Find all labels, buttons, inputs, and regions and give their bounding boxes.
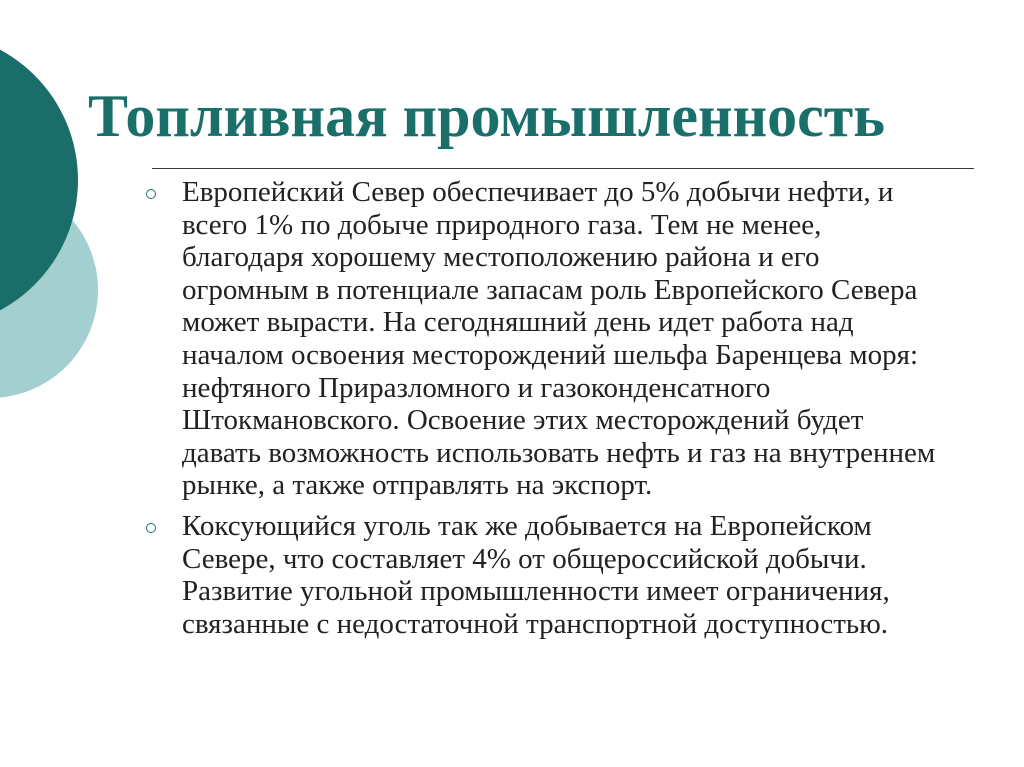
bullet-item [138, 510, 938, 640]
bullet-text: Коксующийся уголь так же добывается на Европейском Севере, что составляет 4% от общероссийской добычи. Развитие угольной промышленности имеет ограничения, связанные с недостаточной транспортной доступностью. [182, 509, 890, 640]
decorative-circles [0, 0, 140, 480]
hollow-circle-bullet-icon [146, 189, 156, 199]
bullet-item [138, 176, 938, 502]
title-divider [152, 168, 974, 169]
bullet-text: Европейский Север обеспечивает до 5% добычи нефти, и всего 1% по добыче природного газа. Тем не менее, благодаря хорошему местоположению района и его огромным в потенциале запасам роль Европейского Севера может вырасти. На сегодняшний день идет работа над началом освоения месторождений шельфа Баренцева моря: нефтяного Приразломного и газоконденсатного Штокмановского. Освоение этих месторождений будет давать возможность использовать нефть и газ на внутреннем рынке, а также отправлять на экспорт. [182, 176, 936, 502]
hollow-circle-bullet-icon [146, 523, 156, 533]
slide-title: Топливная промышленность [88, 83, 885, 149]
bullet-list [138, 176, 938, 648]
